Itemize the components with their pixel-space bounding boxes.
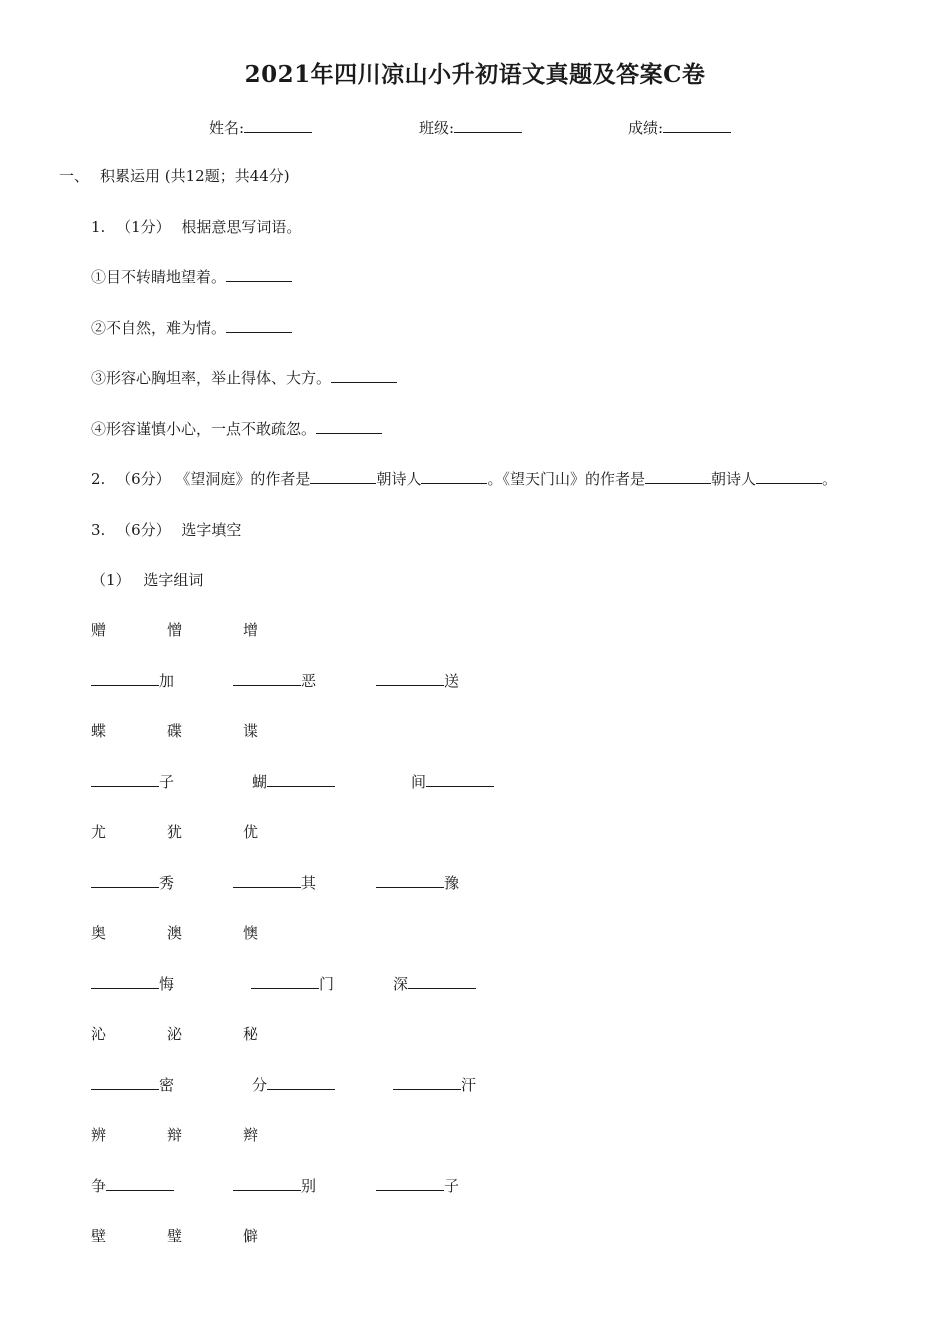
question-stem: 根据意思写词语。 <box>181 218 302 236</box>
char-option: 懊 <box>243 924 259 942</box>
question-points: （6分） <box>116 521 171 539</box>
char-option: 澳 <box>167 924 183 942</box>
word-part: 送 <box>444 672 460 690</box>
answer-blank[interactable] <box>316 419 382 434</box>
word-part: 别 <box>301 1177 317 1195</box>
word-blank-item <box>233 1176 316 1196</box>
char-option: 优 <box>243 823 259 841</box>
char-option: 壁 <box>91 1227 107 1245</box>
question-points: （1分） <box>116 218 171 236</box>
q1-item-text: ④形容谨慎小心，一点不敢疏忽。 <box>91 420 317 438</box>
word-part: 深 <box>393 975 409 993</box>
answer-blank[interactable] <box>331 368 397 383</box>
answer-blank[interactable] <box>233 1176 301 1191</box>
char-option: 奥 <box>91 924 107 942</box>
char-option: 碟 <box>167 722 183 740</box>
q1-item-text: ②不自然，难为情。 <box>91 319 227 337</box>
name-field <box>209 118 312 138</box>
answer-blank[interactable] <box>233 671 301 686</box>
word-blank-item <box>252 772 335 792</box>
answer-blank[interactable] <box>91 671 159 686</box>
q1-item <box>91 368 397 388</box>
answer-blank[interactable] <box>408 974 476 989</box>
word-part: 加 <box>159 672 175 690</box>
word-part: 密 <box>159 1076 175 1094</box>
word-part: 门 <box>319 975 335 993</box>
question-points: （6分） <box>116 470 171 488</box>
char-option: 谍 <box>243 722 259 740</box>
question-stem: 选字填空 <box>181 521 242 539</box>
char-option: 璧 <box>167 1227 183 1245</box>
answer-blank[interactable] <box>106 1176 174 1191</box>
q2-text: 《望洞庭》的作者是 <box>175 470 311 488</box>
word-blank-item <box>91 1075 174 1095</box>
answer-blank[interactable] <box>267 772 335 787</box>
word-blank-item <box>233 873 316 893</box>
word-blank-item <box>91 671 174 691</box>
name-label: 姓名: <box>209 119 245 137</box>
answer-blank[interactable] <box>91 974 159 989</box>
word-part: 秀 <box>159 874 175 892</box>
word-part: 豫 <box>444 874 460 892</box>
q1-item <box>91 318 292 338</box>
answer-blank[interactable] <box>91 1075 159 1090</box>
question-number: 3. <box>91 521 106 539</box>
char-option: 赠 <box>91 621 107 639</box>
word-part: 其 <box>301 874 317 892</box>
answer-blank[interactable] <box>267 1075 335 1090</box>
question-3-header <box>91 520 241 540</box>
q1-item <box>91 419 382 439</box>
word-blank-item <box>376 873 459 893</box>
answer-blank[interactable] <box>376 873 444 888</box>
q2-text: 。《望天门山》的作者是 <box>487 470 645 488</box>
answer-blank[interactable] <box>310 469 376 484</box>
name-blank[interactable] <box>244 118 312 133</box>
word-part: 子 <box>159 773 175 791</box>
section-number: 一、 <box>59 167 90 185</box>
score-label: 成绩: <box>628 119 664 137</box>
answer-blank[interactable] <box>756 469 822 484</box>
word-part: 间 <box>411 773 427 791</box>
word-blank-item <box>393 1075 476 1095</box>
word-blank-item <box>393 974 476 994</box>
word-part: 争 <box>91 1177 107 1195</box>
char-option: 尤 <box>91 823 107 841</box>
q2-text: 朝诗人 <box>376 470 422 488</box>
sub-question-number: （1） <box>91 571 131 589</box>
char-option: 憎 <box>167 621 183 639</box>
answer-blank[interactable] <box>226 318 292 333</box>
word-blank-item <box>91 873 174 893</box>
word-part: 悔 <box>159 975 175 993</box>
char-option: 辨 <box>91 1126 107 1144</box>
q1-item-text: ①目不转睛地望着。 <box>91 268 227 286</box>
answer-blank[interactable] <box>421 469 487 484</box>
char-option: 蝶 <box>91 722 107 740</box>
score-field <box>628 118 731 138</box>
char-option: 犹 <box>167 823 183 841</box>
class-blank[interactable] <box>454 118 522 133</box>
question-1-header <box>91 217 301 237</box>
word-blank-item <box>411 772 494 792</box>
page-title: 2021年四川凉山小升初语文真题及答案C卷 <box>244 61 706 88</box>
class-field <box>419 118 522 138</box>
answer-blank[interactable] <box>376 671 444 686</box>
question-number: 1. <box>91 218 106 236</box>
char-option: 泌 <box>167 1025 183 1043</box>
answer-blank[interactable] <box>226 267 292 282</box>
word-blank-item <box>91 974 174 994</box>
answer-blank[interactable] <box>251 974 319 989</box>
sub-question-1 <box>91 570 203 590</box>
q1-item <box>91 267 292 287</box>
q1-item-text: ③形容心胸坦率，举止得体、大方。 <box>91 369 332 387</box>
answer-blank[interactable] <box>426 772 494 787</box>
answer-blank[interactable] <box>91 873 159 888</box>
word-blank-item <box>91 772 174 792</box>
char-option: 僻 <box>243 1227 259 1245</box>
word-blank-item <box>252 1075 335 1095</box>
class-label: 班级: <box>419 119 455 137</box>
word-blank-item <box>376 671 459 691</box>
char-option: 辩 <box>167 1126 183 1144</box>
answer-blank[interactable] <box>91 772 159 787</box>
answer-blank[interactable] <box>393 1075 461 1090</box>
char-option: 沁 <box>91 1025 107 1043</box>
answer-blank[interactable] <box>645 469 711 484</box>
score-blank[interactable] <box>663 118 731 133</box>
question-number: 2. <box>91 470 106 488</box>
sub-question-stem: 选字组词 <box>143 571 204 589</box>
word-blank-item <box>233 671 316 691</box>
word-blank-item <box>376 1176 459 1196</box>
q2-text: 朝诗人 <box>710 470 756 488</box>
section-title: 积累运用 (共12题；共44分) <box>100 167 290 185</box>
word-part: 恶 <box>301 672 317 690</box>
question-2 <box>91 469 837 489</box>
word-part: 子 <box>444 1177 460 1195</box>
char-option: 增 <box>243 621 259 639</box>
word-part: 汗 <box>461 1076 477 1094</box>
word-part: 分 <box>252 1076 268 1094</box>
word-blank-item <box>91 1176 174 1196</box>
answer-blank[interactable] <box>233 873 301 888</box>
answer-blank[interactable] <box>376 1176 444 1191</box>
char-option: 辫 <box>243 1126 259 1144</box>
q2-text: 。 <box>821 470 837 488</box>
word-blank-item <box>251 974 334 994</box>
char-option: 秘 <box>243 1025 259 1043</box>
word-part: 蝴 <box>252 773 268 791</box>
